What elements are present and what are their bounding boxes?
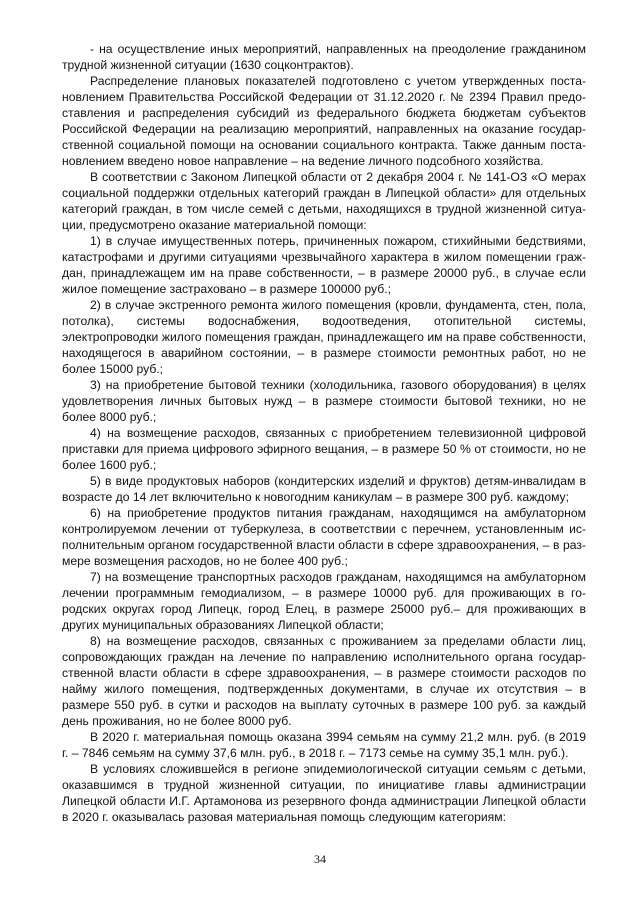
list-item-1-property-loss: 1) в случае имущественных потерь, причиненных пожаром, стихийными бедствиями, катастрофами и другими ситуациями чрезвычайного характера в жилом помещении граждан, принадлежащем им на праве собственности, – в размере 20000 руб., в случае если жилое помещение застраховано – в размере 100000 руб.;: [62, 234, 586, 296]
paragraph-law-reference: В соответствии с Законом Липецкой области от 2 декабря 2004 г. № 141-ОЗ «О мерах социальной поддержки отдельных категорий граждан в Липецкой области» для отдельных категорий граждан, в том числе семей с детьми, находящихся в трудной жизненной ситуации, предусмотрено оказание материальной помощи:: [62, 170, 586, 232]
paragraph-other-measures: - на осуществление иных мероприятий, направленных на преодоление гражданином трудной жизненной ситуации (1630 соцконтрактов).: [62, 42, 586, 72]
paragraph-2020-statistics: В 2020 г. материальная помощь оказана 3994 семьям на сумму 21,2 млн. руб. (в 2019 г. – 7846 семьям на сумму 37,6 млн. руб., в 2018 г. – 7173 семье на сумму 35,1 млн. руб.).: [62, 730, 586, 760]
list-item-6-tuberculosis-food: 6) на приобретение продуктов питания гражданам, находящимся на амбулаторном контролируемом лечении от туберкулеза, в соответствии с перечнем, установленным исполнительным органом государственной власти области в сфере здравоохранения, – в размере возмещения расходов, но не более 400 руб.;: [62, 506, 586, 568]
list-item-5-food-sets: 5) в виде продуктовых наборов (кондитерских изделий и фруктов) детям-инвалидам в возрасте до 14 лет включительно к новогодним каникулам – в размере 300 руб. каждому;: [62, 474, 586, 504]
list-item-8-accompanying: 8) на возмещение расходов, связанных с проживанием за пределами области лиц, сопровождающих граждан на лечение по направлению исполнительного органа государственной власти области в сфере здравоохранения, – в размере стоимости расходов по найму жилого помещения, подтвержденных документами, в случае их отсутствия – в размере 550 руб. в сутки и расходов на выплату суточных в размере 100 руб. за каждый день проживания, но не более 8000 руб.: [62, 634, 586, 728]
page-number: 34: [314, 852, 326, 866]
body-text: [62, 41, 586, 825]
list-item-4-digital-tv: 4) на возмещение расходов, связанных с приобретением телевизионной цифровой приставки для приема цифрового эфирного вещания, – в размере 50 % от стоимости, но не более 1600 руб.;: [62, 426, 586, 472]
paragraph-epidemiological: В условиях сложившейся в регионе эпидемиологической ситуации семьям с детьми, оказавшимся в трудной жизненной ситуации, по инициативе главы администрации Липецкой области И.Г. Артамонова из резервного фонда администрации Липецкой области в 2020 г. оказывалась разовая материальная помощь следующим категориям:: [62, 762, 586, 824]
list-item-3-appliances: 3) на приобретение бытовой техники (холодильника, газового оборудования) в целях удовлетворения личных бытовых нужд – в размере стоимости бытовой техники, но не более 8000 руб.;: [62, 378, 586, 424]
paragraph-plan-distribution: Распределение плановых показателей подготовлено с учетом утвержденных постановлением Правительства Российской Федерации от 31.12.2020 г. № 2394 Правил предоставления и распределения субсидий из федерального бюджета бюджетам субъектов Российской Федерации на реализацию мероприятий, направленных на оказание государственной социальной помощи на основании социального контракта. Также данным постановлением введено новое направление – на ведение личного подсобного хозяйства.: [62, 74, 586, 168]
list-item-2-emergency-repair: 2) в случае экстренного ремонта жилого помещения (кровли, фундамента, стен, пола, потолка), системы водоснабжения, водоотведения, отопительной системы, электропроводки жилого помещения граждан, принадлежащего им на праве собственности, находящегося в аварийном состоянии, – в размере стоимости ремонтных работ, но не более 15000 руб.;: [62, 298, 586, 376]
list-item-7-transport: 7) на возмещение транспортных расходов гражданам, находящимся на амбулаторном лечении программным гемодиализом, – в размере 10000 руб. для проживающих в городских округах город Липецк, город Елец, в размере 25000 руб.– для проживающих в других муниципальных образованиях Липецкой области;: [62, 570, 586, 632]
